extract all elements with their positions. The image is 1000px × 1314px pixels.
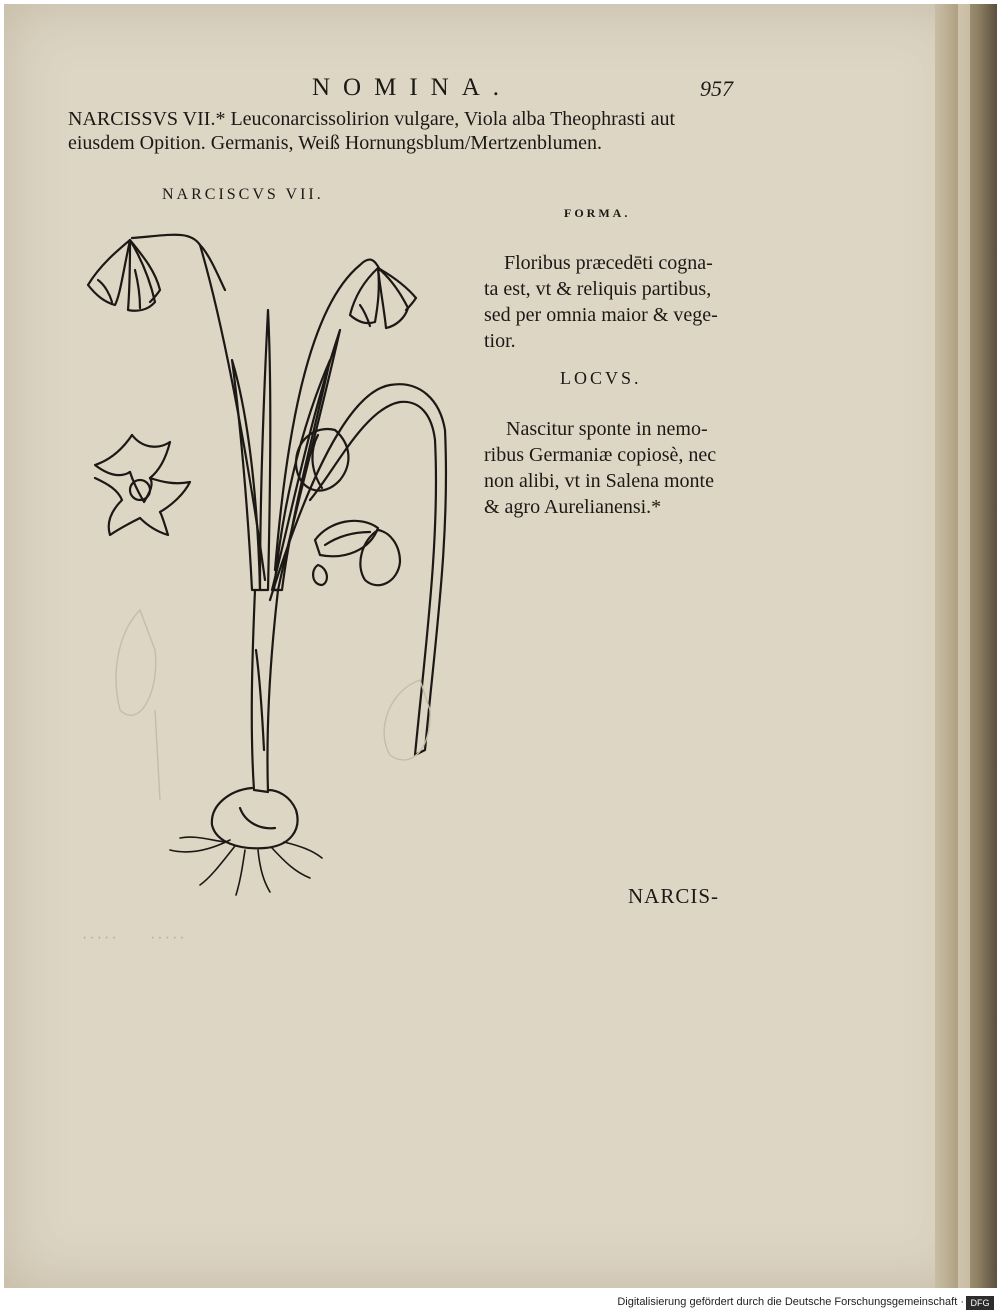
forma-line: Floribus præcedēti cogna- — [504, 252, 713, 274]
digitization-credit: Digitalisierung gefördert durch die Deutsche Forschungsgemeinschaft · — [617, 1296, 964, 1308]
page-edge-highlight — [958, 4, 970, 1288]
forma-line: sed per omnia maior & vege- — [484, 304, 718, 326]
bleedthrough-text: ····· — [80, 930, 117, 947]
main-stem — [252, 590, 278, 792]
bleedthrough-text: ····· — [148, 930, 185, 947]
locus-line: & agro Aurelianensi.* — [484, 496, 662, 518]
forma-heading: FORMA. — [564, 206, 631, 220]
catchword: NARCIS- — [628, 884, 720, 908]
roots — [170, 837, 322, 895]
locus-heading: LOCVS. — [560, 368, 642, 388]
dfg-logo: DFG — [966, 1296, 994, 1310]
bulb — [212, 788, 298, 848]
locus-line: non alibi, vt in Salena monte — [484, 470, 714, 492]
nodding-flower-right — [350, 268, 416, 328]
forma-line: tior. — [484, 330, 516, 352]
locus-line: ribus Germaniæ copiosè, nec — [484, 444, 717, 466]
nomina-line-1: NARCISSVS VII.* Leuconarcissolirion vulgare, Viola alba Theophrasti aut — [68, 108, 676, 130]
locus-line: Nascitur sponte in nemo- — [506, 418, 708, 440]
forma-line: ta est, vt & reliquis partibus, — [484, 278, 712, 300]
woodcut-illustration — [60, 210, 460, 900]
seed — [313, 530, 400, 585]
leaf — [232, 360, 260, 590]
open-flower — [95, 435, 190, 535]
capsule-stalk — [270, 384, 446, 755]
figure-caption: NARCISCVS VII. — [162, 186, 324, 203]
running-header: NOMINA. — [312, 74, 513, 101]
flower-stalk — [200, 245, 225, 290]
flower-stalk — [275, 260, 380, 570]
nodding-flower-left — [88, 240, 160, 311]
page-number: 957 — [700, 76, 733, 101]
nomina-line-2: eiusdem Opition. Germanis, Weiß Hornungsblum/Mertzenblumen. — [68, 132, 603, 154]
